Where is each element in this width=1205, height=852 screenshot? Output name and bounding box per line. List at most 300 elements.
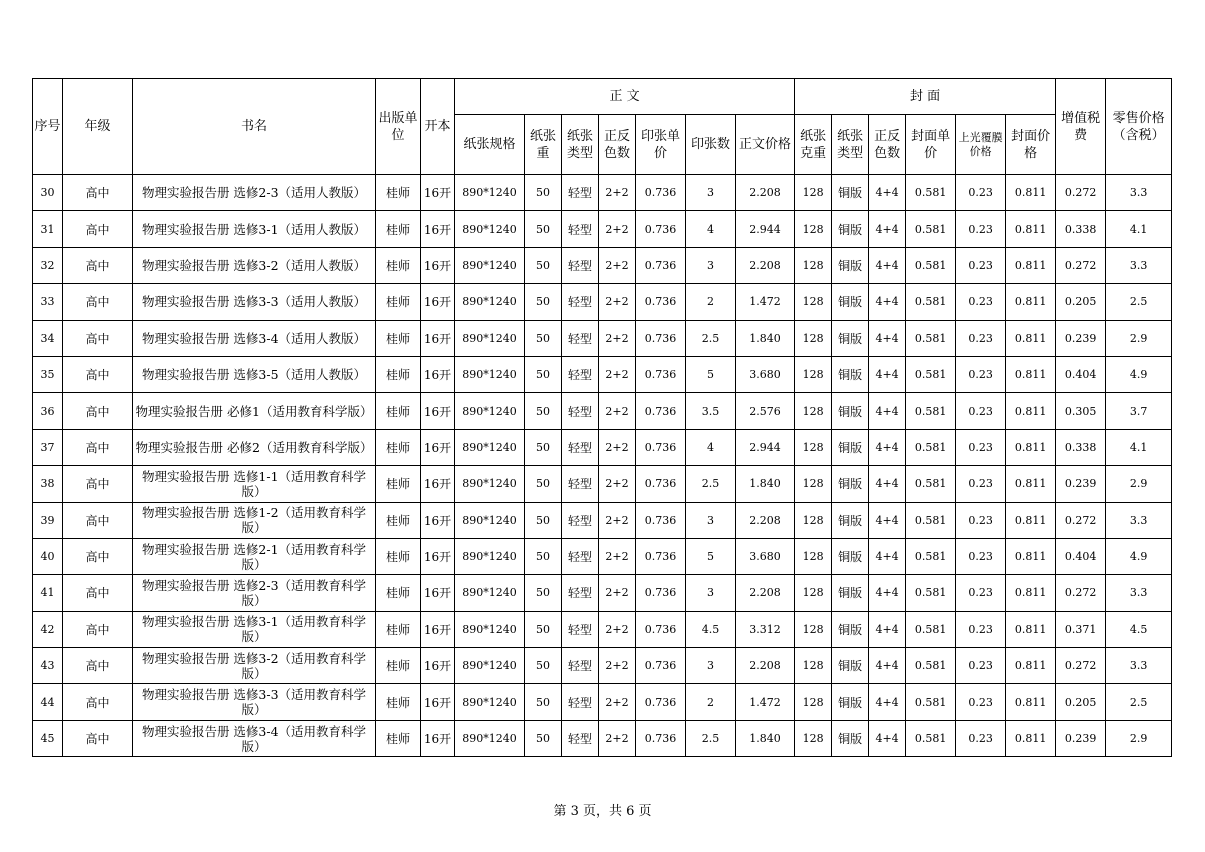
cell-cover-color: 4+4: [869, 466, 906, 502]
cell-cover-price: 0.811: [1006, 356, 1056, 392]
cell-retail: 3.3: [1106, 648, 1172, 684]
cell-format: 16开: [421, 648, 455, 684]
header-sheet-price: 印张单价: [636, 115, 686, 175]
cell-cover-color: 4+4: [869, 502, 906, 538]
cell-paper-size: 890*1240: [455, 575, 525, 611]
cell-cover-unit-price: 0.581: [906, 648, 956, 684]
cell-vat: 0.272: [1056, 502, 1106, 538]
cell-body-price: 1.840: [736, 720, 795, 756]
table-body: [33, 175, 1172, 757]
cell-cover-type: 铜版: [832, 538, 869, 574]
table-row: [33, 320, 1172, 356]
cell-retail: 2.5: [1106, 284, 1172, 320]
cell-body-price: 3.680: [736, 356, 795, 392]
cell-cover-unit-price: 0.581: [906, 611, 956, 647]
cell-vat: 0.205: [1056, 684, 1106, 720]
cell-paper-size: 890*1240: [455, 211, 525, 247]
cell-format: 16开: [421, 429, 455, 465]
header-paper-weight: 纸张重: [525, 115, 562, 175]
cell-cover-price: 0.811: [1006, 466, 1056, 502]
cell-sheet-count: 3: [686, 247, 736, 283]
cell-format: 16开: [421, 284, 455, 320]
cell-seq: 44: [33, 684, 63, 720]
cell-sheet-count: 5: [686, 356, 736, 392]
cell-gloss: 0.23: [956, 538, 1006, 574]
cell-sheet-count: 2: [686, 684, 736, 720]
cell-seq: 42: [33, 611, 63, 647]
cell-body-price: 3.680: [736, 538, 795, 574]
cell-sheet-price: 0.736: [636, 175, 686, 211]
cell-gloss: 0.23: [956, 648, 1006, 684]
cell-sheet-count: 3: [686, 648, 736, 684]
cell-paper-size: 890*1240: [455, 538, 525, 574]
cell-color-count: 2+2: [599, 429, 636, 465]
cell-cover-color: 4+4: [869, 575, 906, 611]
cell-cover-unit-price: 0.581: [906, 211, 956, 247]
cell-sheet-count: 4: [686, 429, 736, 465]
cell-cover-weight: 128: [795, 466, 832, 502]
table-row: [33, 466, 1172, 502]
cell-grade: 高中: [63, 247, 133, 283]
cell-paper-type: 轻型: [562, 356, 599, 392]
table-row: [33, 611, 1172, 647]
cell-color-count: 2+2: [599, 648, 636, 684]
cell-title: 物理实验报告册 选修2-3（适用教育科学版）: [133, 575, 376, 611]
cell-body-price: 1.472: [736, 284, 795, 320]
cell-paper-type: 轻型: [562, 575, 599, 611]
cell-color-count: 2+2: [599, 466, 636, 502]
cell-title: 物理实验报告册 选修3-3（适用人教版）: [133, 284, 376, 320]
cell-publisher: 桂师: [376, 720, 421, 756]
cell-paper-weight: 50: [525, 648, 562, 684]
cell-sheet-count: 3.5: [686, 393, 736, 429]
cell-paper-weight: 50: [525, 211, 562, 247]
cell-publisher: 桂师: [376, 247, 421, 283]
cell-sheet-price: 0.736: [636, 466, 686, 502]
cell-body-price: 2.208: [736, 575, 795, 611]
cell-title: 物理实验报告册 选修3-2（适用人教版）: [133, 247, 376, 283]
cell-cover-unit-price: 0.581: [906, 284, 956, 320]
cell-format: 16开: [421, 502, 455, 538]
cell-sheet-price: 0.736: [636, 320, 686, 356]
cell-cover-price: 0.811: [1006, 284, 1056, 320]
cell-format: 16开: [421, 684, 455, 720]
cell-grade: 高中: [63, 393, 133, 429]
cell-sheet-count: 2.5: [686, 720, 736, 756]
cell-cover-type: 铜版: [832, 720, 869, 756]
cell-sheet-price: 0.736: [636, 538, 686, 574]
cell-cover-price: 0.811: [1006, 611, 1056, 647]
cell-paper-type: 轻型: [562, 611, 599, 647]
cell-publisher: 桂师: [376, 175, 421, 211]
cell-cover-color: 4+4: [869, 648, 906, 684]
cell-retail: 4.5: [1106, 611, 1172, 647]
cell-gloss: 0.23: [956, 611, 1006, 647]
cell-format: 16开: [421, 611, 455, 647]
cell-paper-size: 890*1240: [455, 648, 525, 684]
cell-cover-color: 4+4: [869, 356, 906, 392]
cell-gloss: 0.23: [956, 393, 1006, 429]
cell-publisher: 桂师: [376, 284, 421, 320]
cell-vat: 0.272: [1056, 247, 1106, 283]
header-cover-weight: 纸张克重: [795, 115, 832, 175]
cell-sheet-count: 3: [686, 575, 736, 611]
cell-paper-type: 轻型: [562, 393, 599, 429]
cell-seq: 32: [33, 247, 63, 283]
cell-grade: 高中: [63, 284, 133, 320]
cell-gloss: 0.23: [956, 502, 1006, 538]
header-seq: 序号: [33, 79, 63, 175]
cell-retail: 4.9: [1106, 356, 1172, 392]
cell-format: 16开: [421, 247, 455, 283]
cell-paper-weight: 50: [525, 247, 562, 283]
cell-retail: 2.5: [1106, 684, 1172, 720]
cell-cover-type: 铜版: [832, 175, 869, 211]
cell-color-count: 2+2: [599, 502, 636, 538]
cell-paper-size: 890*1240: [455, 247, 525, 283]
cell-title: 物理实验报告册 选修2-1（适用教育科学版）: [133, 538, 376, 574]
cell-sheet-price: 0.736: [636, 247, 686, 283]
header-cover-price: 封面价格: [1006, 115, 1056, 175]
cell-gloss: 0.23: [956, 320, 1006, 356]
cell-paper-size: 890*1240: [455, 175, 525, 211]
cell-grade: 高中: [63, 429, 133, 465]
cell-cover-weight: 128: [795, 284, 832, 320]
cell-cover-color: 4+4: [869, 211, 906, 247]
cell-cover-unit-price: 0.581: [906, 466, 956, 502]
cell-sheet-price: 0.736: [636, 284, 686, 320]
cell-paper-type: 轻型: [562, 211, 599, 247]
cell-seq: 39: [33, 502, 63, 538]
cell-format: 16开: [421, 356, 455, 392]
cell-paper-type: 轻型: [562, 502, 599, 538]
cell-seq: 41: [33, 575, 63, 611]
header-cover-unit-price: 封面单价: [906, 115, 956, 175]
cell-body-price: 1.840: [736, 320, 795, 356]
cell-gloss: 0.23: [956, 284, 1006, 320]
cell-paper-weight: 50: [525, 611, 562, 647]
cell-retail: 3.3: [1106, 247, 1172, 283]
cell-cover-price: 0.811: [1006, 502, 1056, 538]
cell-retail: 3.3: [1106, 575, 1172, 611]
cell-retail: 4.1: [1106, 211, 1172, 247]
header-cover-type: 纸张类型: [832, 115, 869, 175]
cell-publisher: 桂师: [376, 429, 421, 465]
cell-cover-price: 0.811: [1006, 720, 1056, 756]
cell-sheet-price: 0.736: [636, 502, 686, 538]
cell-gloss: 0.23: [956, 247, 1006, 283]
cell-paper-size: 890*1240: [455, 502, 525, 538]
header-paper-size: 纸张规格: [455, 115, 525, 175]
cell-sheet-count: 2.5: [686, 466, 736, 502]
cell-seq: 34: [33, 320, 63, 356]
cell-cover-color: 4+4: [869, 611, 906, 647]
cell-paper-size: 890*1240: [455, 356, 525, 392]
cell-sheet-count: 2: [686, 284, 736, 320]
table-row: [33, 247, 1172, 283]
cell-cover-price: 0.811: [1006, 684, 1056, 720]
cell-title: 物理实验报告册 选修3-1（适用人教版）: [133, 211, 376, 247]
cell-cover-unit-price: 0.581: [906, 175, 956, 211]
cell-format: 16开: [421, 575, 455, 611]
cell-cover-price: 0.811: [1006, 175, 1056, 211]
cell-grade: 高中: [63, 211, 133, 247]
cell-paper-weight: 50: [525, 538, 562, 574]
cell-paper-weight: 50: [525, 575, 562, 611]
cell-cover-color: 4+4: [869, 720, 906, 756]
cell-vat: 0.239: [1056, 720, 1106, 756]
cell-cover-unit-price: 0.581: [906, 429, 956, 465]
cell-color-count: 2+2: [599, 175, 636, 211]
cell-color-count: 2+2: [599, 611, 636, 647]
cell-publisher: 桂师: [376, 502, 421, 538]
cell-cover-type: 铜版: [832, 429, 869, 465]
cell-cover-weight: 128: [795, 175, 832, 211]
cell-cover-weight: 128: [795, 429, 832, 465]
cell-gloss: 0.23: [956, 211, 1006, 247]
cell-title: 物理实验报告册 必修1（适用教育科学版）: [133, 393, 376, 429]
cell-cover-type: 铜版: [832, 211, 869, 247]
header-publisher: 出版单位: [376, 79, 421, 175]
cell-cover-price: 0.811: [1006, 648, 1056, 684]
header-retail: 零售价格（含税）: [1106, 79, 1172, 175]
cell-title: 物理实验报告册 选修2-3（适用人教版）: [133, 175, 376, 211]
table-row: [33, 575, 1172, 611]
cell-sheet-price: 0.736: [636, 720, 686, 756]
cell-cover-price: 0.811: [1006, 320, 1056, 356]
cell-cover-type: 铜版: [832, 356, 869, 392]
cell-body-price: 2.944: [736, 211, 795, 247]
header-cover-color: 正反色数: [869, 115, 906, 175]
cell-paper-weight: 50: [525, 466, 562, 502]
table-row: [33, 211, 1172, 247]
cell-paper-type: 轻型: [562, 648, 599, 684]
table-row: [33, 284, 1172, 320]
table-row: [33, 502, 1172, 538]
cell-publisher: 桂师: [376, 648, 421, 684]
cell-vat: 0.272: [1056, 575, 1106, 611]
cell-sheet-price: 0.736: [636, 356, 686, 392]
cell-retail: 2.9: [1106, 320, 1172, 356]
cell-title: 物理实验报告册 选修3-1（适用教育科学版）: [133, 611, 376, 647]
cell-seq: 37: [33, 429, 63, 465]
header-body-group: 正 文: [455, 79, 795, 115]
cell-paper-weight: 50: [525, 393, 562, 429]
cell-body-price: 2.944: [736, 429, 795, 465]
cell-gloss: 0.23: [956, 466, 1006, 502]
cell-cover-unit-price: 0.581: [906, 356, 956, 392]
cell-title: 物理实验报告册 选修3-4（适用教育科学版）: [133, 720, 376, 756]
cell-gloss: 0.23: [956, 720, 1006, 756]
cell-body-price: 2.208: [736, 175, 795, 211]
cell-grade: 高中: [63, 356, 133, 392]
cell-cover-type: 铜版: [832, 284, 869, 320]
cell-paper-type: 轻型: [562, 429, 599, 465]
cell-retail: 4.1: [1106, 429, 1172, 465]
cell-paper-size: 890*1240: [455, 720, 525, 756]
cell-cover-price: 0.811: [1006, 575, 1056, 611]
cell-paper-type: 轻型: [562, 175, 599, 211]
cell-cover-color: 4+4: [869, 684, 906, 720]
cell-color-count: 2+2: [599, 393, 636, 429]
cell-sheet-count: 5: [686, 538, 736, 574]
cell-cover-weight: 128: [795, 720, 832, 756]
cell-cover-color: 4+4: [869, 175, 906, 211]
cell-vat: 0.272: [1056, 648, 1106, 684]
cell-cover-weight: 128: [795, 538, 832, 574]
header-body-price: 正文价格: [736, 115, 795, 175]
cell-cover-type: 铜版: [832, 648, 869, 684]
cell-cover-price: 0.811: [1006, 429, 1056, 465]
cell-vat: 0.239: [1056, 466, 1106, 502]
cell-color-count: 2+2: [599, 211, 636, 247]
cell-paper-weight: 50: [525, 684, 562, 720]
cell-cover-color: 4+4: [869, 320, 906, 356]
cell-paper-size: 890*1240: [455, 393, 525, 429]
cell-cover-type: 铜版: [832, 466, 869, 502]
cell-body-price: 2.208: [736, 648, 795, 684]
cell-color-count: 2+2: [599, 356, 636, 392]
cell-body-price: 2.208: [736, 502, 795, 538]
cell-format: 16开: [421, 466, 455, 502]
header-gloss: 上光覆膜价格: [956, 115, 1006, 175]
table-row: [33, 648, 1172, 684]
cell-cover-unit-price: 0.581: [906, 538, 956, 574]
cell-grade: 高中: [63, 575, 133, 611]
header-title: 书名: [133, 79, 376, 175]
page-indicator: 第 3 页，共 6 页: [553, 804, 652, 819]
cell-cover-price: 0.811: [1006, 393, 1056, 429]
cell-vat: 0.371: [1056, 611, 1106, 647]
cell-format: 16开: [421, 720, 455, 756]
cell-publisher: 桂师: [376, 611, 421, 647]
cell-format: 16开: [421, 393, 455, 429]
cell-sheet-count: 4.5: [686, 611, 736, 647]
cell-cover-weight: 128: [795, 211, 832, 247]
cell-seq: 38: [33, 466, 63, 502]
cell-paper-weight: 50: [525, 284, 562, 320]
cell-retail: 4.9: [1106, 538, 1172, 574]
cell-seq: 31: [33, 211, 63, 247]
cell-publisher: 桂师: [376, 393, 421, 429]
cell-paper-size: 890*1240: [455, 466, 525, 502]
cell-vat: 0.239: [1056, 320, 1106, 356]
cell-seq: 35: [33, 356, 63, 392]
cell-sheet-count: 2.5: [686, 320, 736, 356]
cell-retail: 3.3: [1106, 175, 1172, 211]
cell-cover-type: 铜版: [832, 684, 869, 720]
cell-cover-price: 0.811: [1006, 247, 1056, 283]
header-cover-group: 封 面: [795, 79, 1056, 115]
cell-vat: 0.404: [1056, 356, 1106, 392]
table-row: [33, 356, 1172, 392]
cell-gloss: 0.23: [956, 356, 1006, 392]
cell-color-count: 2+2: [599, 684, 636, 720]
cell-publisher: 桂师: [376, 538, 421, 574]
cell-cover-color: 4+4: [869, 538, 906, 574]
cell-gloss: 0.23: [956, 575, 1006, 611]
table-row: [33, 393, 1172, 429]
cell-vat: 0.338: [1056, 429, 1106, 465]
cell-retail: 2.9: [1106, 466, 1172, 502]
cell-cover-weight: 128: [795, 356, 832, 392]
cell-paper-type: 轻型: [562, 720, 599, 756]
cell-gloss: 0.23: [956, 175, 1006, 211]
cell-body-price: 1.840: [736, 466, 795, 502]
cell-seq: 45: [33, 720, 63, 756]
cell-seq: 30: [33, 175, 63, 211]
cell-cover-weight: 128: [795, 393, 832, 429]
cell-cover-type: 铜版: [832, 575, 869, 611]
cell-grade: 高中: [63, 320, 133, 356]
cell-grade: 高中: [63, 611, 133, 647]
cell-seq: 43: [33, 648, 63, 684]
cell-sheet-count: 4: [686, 211, 736, 247]
cell-seq: 40: [33, 538, 63, 574]
cell-grade: 高中: [63, 720, 133, 756]
table-row: [33, 720, 1172, 756]
cell-cover-price: 0.811: [1006, 538, 1056, 574]
cell-sheet-price: 0.736: [636, 684, 686, 720]
cell-title: 物理实验报告册 选修1-1（适用教育科学版）: [133, 466, 376, 502]
cell-cover-unit-price: 0.581: [906, 393, 956, 429]
cell-vat: 0.338: [1056, 211, 1106, 247]
cell-color-count: 2+2: [599, 720, 636, 756]
cell-sheet-count: 3: [686, 175, 736, 211]
cell-paper-type: 轻型: [562, 320, 599, 356]
cell-retail: 3.7: [1106, 393, 1172, 429]
cell-cover-unit-price: 0.581: [906, 684, 956, 720]
cell-sheet-price: 0.736: [636, 611, 686, 647]
cell-paper-size: 890*1240: [455, 284, 525, 320]
cell-paper-size: 890*1240: [455, 429, 525, 465]
cell-retail: 2.9: [1106, 720, 1172, 756]
cell-cover-unit-price: 0.581: [906, 247, 956, 283]
cell-paper-weight: 50: [525, 356, 562, 392]
cell-cover-unit-price: 0.581: [906, 502, 956, 538]
cell-title: 物理实验报告册 选修3-5（适用人教版）: [133, 356, 376, 392]
cell-cover-type: 铜版: [832, 502, 869, 538]
table-row: [33, 684, 1172, 720]
header-color-count: 正反色数: [599, 115, 636, 175]
cell-paper-type: 轻型: [562, 284, 599, 320]
cell-cover-type: 铜版: [832, 320, 869, 356]
cell-cover-weight: 128: [795, 611, 832, 647]
cell-body-price: 2.208: [736, 247, 795, 283]
cell-color-count: 2+2: [599, 284, 636, 320]
cell-paper-type: 轻型: [562, 247, 599, 283]
cell-grade: 高中: [63, 538, 133, 574]
cell-seq: 36: [33, 393, 63, 429]
cell-publisher: 桂师: [376, 466, 421, 502]
table-row: [33, 538, 1172, 574]
header-grade: 年级: [63, 79, 133, 175]
cell-grade: 高中: [63, 502, 133, 538]
header-sheet-count: 印张数: [686, 115, 736, 175]
cell-cover-color: 4+4: [869, 393, 906, 429]
cell-retail: 3.3: [1106, 502, 1172, 538]
header-format: 开本: [421, 79, 455, 175]
cell-cover-color: 4+4: [869, 429, 906, 465]
cell-cover-weight: 128: [795, 684, 832, 720]
table-row: [33, 429, 1172, 465]
cell-body-price: 1.472: [736, 684, 795, 720]
cell-title: 物理实验报告册 选修1-2（适用教育科学版）: [133, 502, 376, 538]
cell-publisher: 桂师: [376, 211, 421, 247]
cell-publisher: 桂师: [376, 575, 421, 611]
cell-title: 物理实验报告册 选修3-2（适用教育科学版）: [133, 648, 376, 684]
cell-grade: 高中: [63, 466, 133, 502]
